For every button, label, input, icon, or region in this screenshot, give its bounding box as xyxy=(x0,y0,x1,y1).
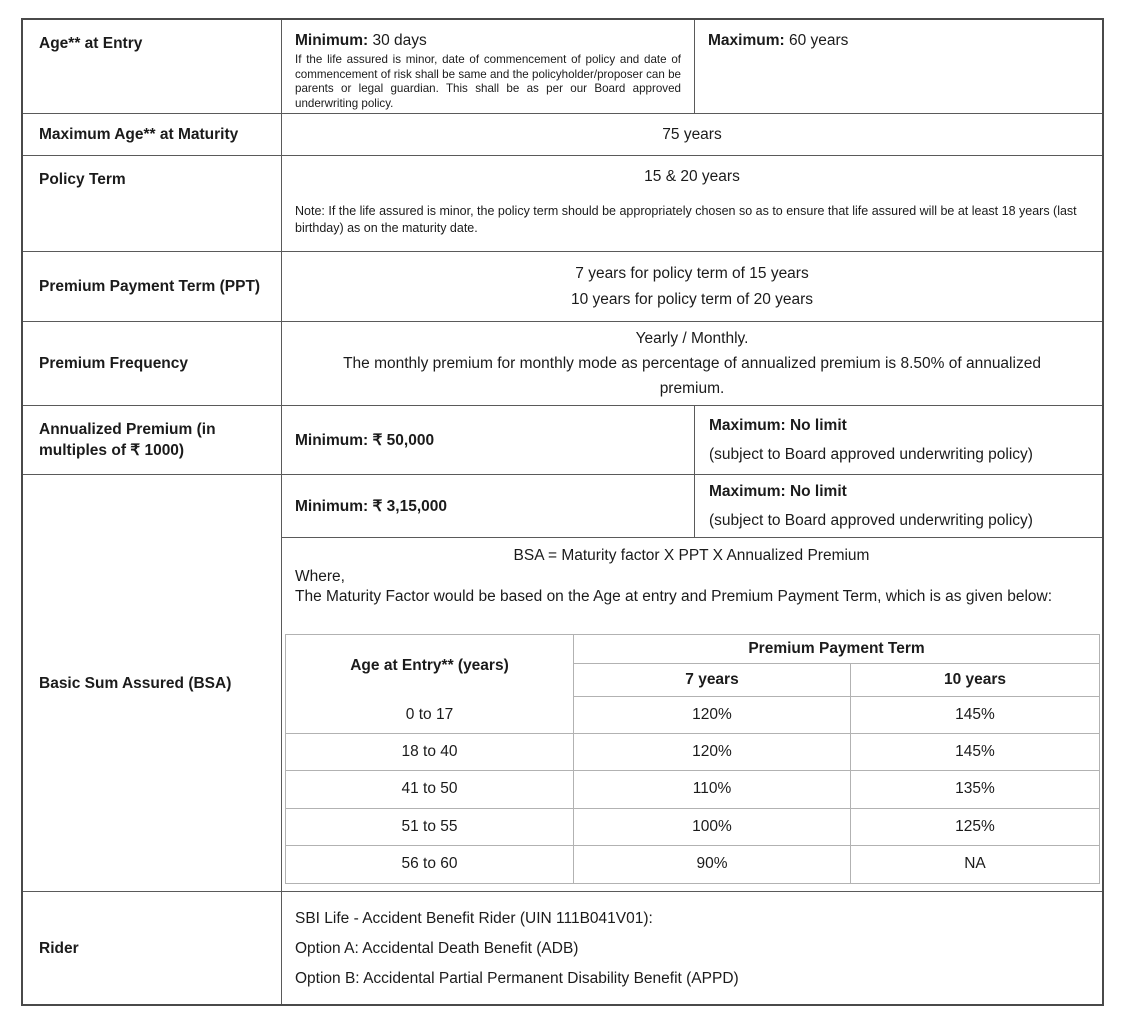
minimum-label: Minimum: xyxy=(295,32,369,49)
premium-frequency-modes: Yearly / Monthly. xyxy=(635,330,749,347)
bsa-maximum-cell xyxy=(695,475,1102,537)
row-label-age-at-entry: Age** at Entry xyxy=(23,20,282,113)
maturity-row-ppt10: NA xyxy=(964,855,986,873)
annualized-premium-maximum: Maximum: No limit xyxy=(709,416,847,434)
row-label-rider: Rider xyxy=(39,939,79,957)
maturity-row-ppt10: 145% xyxy=(851,734,1099,771)
ppt-line2: 10 years for policy term of 20 years xyxy=(570,290,814,308)
maturity-row-age: 0 to 17 xyxy=(286,697,574,734)
policy-features-table xyxy=(21,18,1104,1006)
bsa-minmax-row xyxy=(282,475,1102,538)
maturity-row-age: 18 to 40 xyxy=(286,734,574,771)
ppt-line1: 7 years for policy term of 15 years xyxy=(575,264,809,282)
maturity-row-age: 56 to 60 xyxy=(286,846,574,883)
maturity-factor-table xyxy=(285,634,1100,884)
policy-term-note: Note: If the life assured is minor, the policy term should be appropriately chosen so as to ensure that life assured will be at least 18 years (last birthday) as on the maturity date. xyxy=(295,204,1077,235)
maturity-table-ppt-group-header: Premium Payment Term xyxy=(574,635,1099,664)
rider-option-b: Option B: Accidental Partial Permanent Disability Benefit (APPD) xyxy=(295,969,739,987)
maturity-row-ppt7: 120% xyxy=(574,734,851,771)
annualized-premium-minimum: Minimum: ₹ 50,000 xyxy=(282,406,695,474)
table-row-bsa xyxy=(23,475,1102,892)
maturity-table-age-header: Age at Entry** (years) xyxy=(286,635,574,697)
row-label-premium-frequency: Premium Frequency xyxy=(39,355,189,372)
premium-frequency-detail: The monthly premium for monthly mode as percentage of annualized premium is 8.50% of annualized premium. xyxy=(343,355,1041,397)
table-row-policy-term xyxy=(23,156,1102,252)
bsa-maturity-factor-explain: The Maturity Factor would be based on the Age at entry and Premium Payment Term, which is as given below: xyxy=(295,588,1053,605)
maturity-row-ppt7: 100% xyxy=(574,809,851,846)
table-row-ppt xyxy=(23,252,1102,322)
maturity-row-age: 51 to 55 xyxy=(286,809,574,846)
table-row-max-age-maturity xyxy=(23,114,1102,156)
bsa-maximum: Maximum: No limit xyxy=(709,482,847,500)
row-label-annualized-premium: Annualized Premium (in multiples of ₹ 1000) xyxy=(39,421,216,459)
row-label-ppt: Premium Payment Term (PPT) xyxy=(39,278,261,295)
maximum-value: 60 years xyxy=(788,32,849,49)
bsa-where: Where, xyxy=(295,567,345,585)
bsa-formula: BSA = Maturity factor X PPT X Annualized Premium xyxy=(513,547,870,564)
maturity-table-7years-header: 7 years xyxy=(574,664,851,697)
annualized-premium-maximum-note: (subject to Board approved underwriting policy) xyxy=(709,446,1033,463)
age-entry-maximum-cell xyxy=(695,20,1102,113)
maturity-row-ppt10: 135% xyxy=(851,771,1099,808)
maximum-label: Maximum: xyxy=(708,32,785,49)
max-age-maturity-value: 75 years xyxy=(662,125,722,143)
table-row-premium-frequency xyxy=(23,322,1102,406)
table-row-age-at-entry xyxy=(23,20,1102,114)
maturity-row-ppt7: 110% xyxy=(574,771,851,808)
age-entry-minimum-cell xyxy=(282,20,695,113)
maturity-row-age: 41 to 50 xyxy=(286,771,574,808)
maturity-row-ppt7: 90% xyxy=(574,846,851,883)
maturity-table-10years-header: 10 years xyxy=(851,664,1099,697)
table-row-annualized-premium xyxy=(23,406,1102,475)
row-label-max-age-maturity: Maximum Age** at Maturity xyxy=(23,114,282,155)
minor-life-assured-note: If the life assured is minor, date of commencement of policy and date of commencement of risk shall be same and the policyholder/proposer can be parents or legal guardian. This shall be as per our Board approved underwriting policy. xyxy=(295,53,681,110)
maturity-row-ppt10: 125% xyxy=(851,809,1099,846)
minimum-value: 30 days xyxy=(372,32,427,49)
bsa-minimum: Minimum: ₹ 3,15,000 xyxy=(282,475,695,537)
annualized-premium-maximum-cell xyxy=(695,406,1102,474)
maturity-row-ppt10: 145% xyxy=(851,697,1099,734)
maturity-row-ppt7: 120% xyxy=(574,697,851,734)
bsa-maximum-note: (subject to Board approved underwriting policy) xyxy=(709,512,1033,529)
rider-name: SBI Life - Accident Benefit Rider (UIN 111B041V01): xyxy=(295,909,653,927)
rider-option-a: Option A: Accidental Death Benefit (ADB) xyxy=(295,939,579,957)
policy-term-value: 15 & 20 years xyxy=(644,168,740,185)
row-label-policy-term: Policy Term xyxy=(23,156,282,251)
bsa-formula-block xyxy=(282,538,1102,634)
row-label-bsa: Basic Sum Assured (BSA) xyxy=(39,674,232,692)
table-row-rider xyxy=(23,892,1102,1004)
